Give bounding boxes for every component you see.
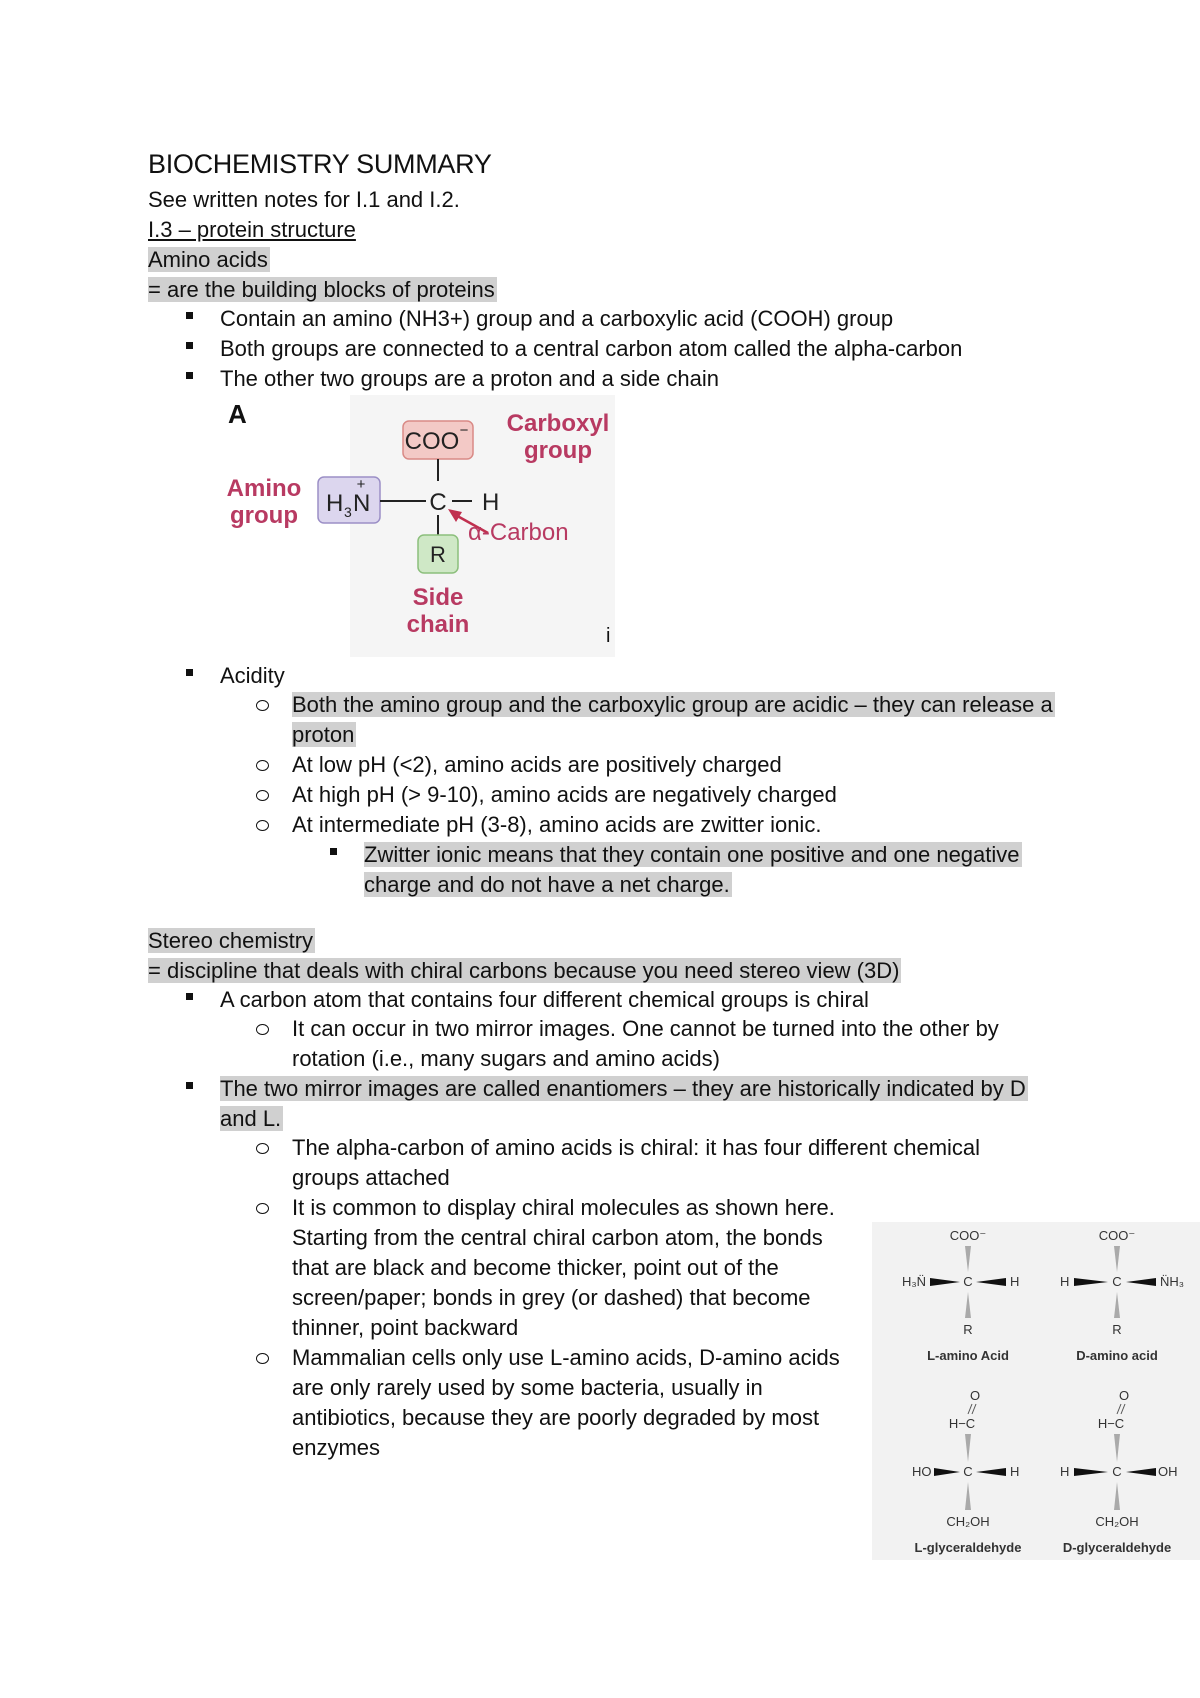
zwitter-ionic-line-2: charge and do not have a net charge. [364, 872, 730, 897]
coo-text: COO [404, 428, 460, 455]
stereo-sub-2-line-2: Starting from the central chiral carbon atom, the bonds [292, 1225, 823, 1250]
stereo-bullet-2-line-1: The two mirror images are called enantiomers – they are historically indicated by D [220, 1076, 1026, 1101]
acidity-item-4: At intermediate pH (3-8), amino acids are zwitter ionic. [292, 812, 822, 837]
l-amino-center: C [963, 1274, 973, 1289]
carboxyl-group-label-1: Carboxyl [506, 410, 610, 437]
alpha-carbon-label: α-Carbon [468, 519, 569, 546]
acidity-item-1-line-2: proton [292, 722, 355, 747]
d-glyc-center: C [1112, 1464, 1122, 1479]
amino-acid-structure-figure [220, 395, 620, 660]
stereo-bullet-2-line-2: and L. [220, 1106, 282, 1131]
d-amino-bottom: R [1112, 1322, 1122, 1337]
hydrogen-symbol: H [482, 489, 500, 516]
d-glyc-bottom: CH₂OH [1095, 1514, 1139, 1529]
circle-bullet [256, 1353, 269, 1364]
l-amino-top: COO⁻ [949, 1228, 987, 1243]
footnote-marker: i [606, 625, 611, 647]
side-chain-label-1: Side [412, 584, 464, 611]
coo-charge: − [459, 422, 469, 439]
acidity-label: Acidity [220, 663, 285, 688]
d-glyc-right: OH [1158, 1464, 1178, 1479]
stereo-sub-3-line-2: are only rarely used by some bacteria, usually in [292, 1375, 763, 1400]
circle-bullet [256, 1143, 269, 1154]
stereo-heading: Stereo chemistry [148, 928, 314, 953]
intro-text: See written notes for I.1 and I.2. [148, 187, 460, 212]
h3n-h: H [326, 490, 344, 517]
bullet-marker [186, 312, 193, 319]
bullet-marker [186, 669, 193, 676]
stereo-sub-1-line-1: The alpha-carbon of amino acids is chiral: it has four different chemical [292, 1135, 981, 1160]
panel-letter: A [228, 399, 247, 429]
circle-bullet [256, 1024, 269, 1035]
l-glyc-right: H [1010, 1464, 1020, 1479]
alpha-carbon-symbol: C [429, 489, 447, 516]
l-glyc-left: HO [912, 1464, 932, 1479]
amino-bullet-2: Both groups are connected to a central carbon atom called the alpha-carbon [220, 336, 963, 361]
h3n-n: N [353, 490, 371, 517]
circle-bullet [256, 820, 269, 831]
acidity-item-2: At low pH (<2), amino acids are positively charged [292, 752, 782, 777]
bullet-marker [186, 1082, 193, 1089]
stereo-sub-2-line-5: thinner, point backward [292, 1315, 519, 1340]
zwitter-ionic-line-1: Zwitter ionic means that they contain one positive and one negative [364, 842, 1020, 867]
d-amino-right: N̈H₃ [1160, 1274, 1185, 1289]
circle-bullet [256, 790, 269, 801]
amino-bullet-1: Contain an amino (NH3+) group and a carboxylic acid (COOH) group [220, 306, 894, 331]
d-amino-top: COO⁻ [1098, 1228, 1136, 1243]
enantiomers-figure [872, 1222, 1200, 1560]
d-glyc-caption: D-glyceraldehyde [1062, 1540, 1172, 1555]
l-glyc-caption: L-glyceraldehyde [914, 1540, 1022, 1555]
stereo-sub-2-line-1: It is common to display chiral molecules as shown here. [292, 1195, 835, 1220]
stereo-definition: = discipline that deals with chiral carbons because you need stereo view (3D) [148, 958, 900, 983]
l-glyc-aldehyde-o: O [969, 1388, 981, 1403]
l-amino-right: H [1010, 1274, 1020, 1289]
bullet-marker [186, 993, 193, 1000]
bullet-marker [186, 342, 193, 349]
amino-acids-heading: Amino acids [148, 247, 268, 272]
stereo-sub-2-line-3: that are black and become thicker, point out of the [292, 1255, 779, 1280]
acidity-item-3: At high pH (> 9-10), amino acids are negatively charged [292, 782, 837, 807]
stereo-bullet-1-sub-line-1: It can occur in two mirror images. One cannot be turned into the other by [292, 1016, 999, 1041]
stereo-bullet-1-sub-line-2: rotation (i.e., many sugars and amino acids) [292, 1046, 720, 1071]
amino-group-label-1: Amino [226, 475, 302, 502]
d-amino-caption: D-amino acid [1076, 1348, 1158, 1363]
l-glyc-bottom: CH₂OH [946, 1514, 990, 1529]
l-glyc-center: C [963, 1464, 973, 1479]
bullet-marker [330, 848, 337, 855]
stereo-sub-2-line-4: screen/paper; bonds in grey (or dashed) that become [292, 1285, 811, 1310]
acidity-item-1-line-1: Both the amino group and the carboxylic group are acidic – they can release a [292, 692, 1053, 717]
l-amino-left: H₃N̈ [902, 1274, 927, 1289]
d-glyc-aldehyde-o: O [1118, 1388, 1130, 1403]
amino-group-label-2: group [230, 502, 298, 529]
r-symbol: R [430, 542, 446, 567]
d-amino-left: H [1060, 1274, 1070, 1289]
stereo-sub-1-line-2: groups attached [292, 1165, 450, 1190]
section-heading: I.3 – protein structure [148, 217, 356, 242]
l-amino-bottom: R [963, 1322, 973, 1337]
circle-bullet [256, 700, 269, 711]
stereo-sub-3-line-1: Mammalian cells only use L-amino acids, D-amino acids [292, 1345, 840, 1370]
circle-bullet [256, 760, 269, 771]
document-title: BIOCHEMISTRY SUMMARY [148, 149, 492, 179]
d-glyc-aldehyde-hc: H−C [1097, 1416, 1125, 1431]
l-glyc-aldehyde-hc: H−C [948, 1416, 976, 1431]
amino-acids-definition: = are the building blocks of proteins [148, 277, 495, 302]
h3n-plus: + [356, 476, 366, 493]
amino-bullet-3: The other two groups are a proton and a side chain [220, 366, 719, 391]
d-amino-center: C [1112, 1274, 1122, 1289]
bullet-marker [186, 372, 193, 379]
stereo-sub-3-line-4: enzymes [292, 1435, 381, 1460]
d-glyc-left: H [1060, 1464, 1070, 1479]
h3n-subscript: 3 [344, 504, 352, 520]
circle-bullet [256, 1203, 269, 1214]
stereo-bullet-1: A carbon atom that contains four different chemical groups is chiral [220, 987, 869, 1012]
l-amino-caption: L-amino Acid [927, 1348, 1009, 1363]
side-chain-label-2: chain [406, 611, 470, 638]
stereo-sub-3-line-3: antibiotics, because they are poorly degraded by most [292, 1405, 820, 1430]
carboxyl-group-label-2: group [524, 437, 592, 464]
